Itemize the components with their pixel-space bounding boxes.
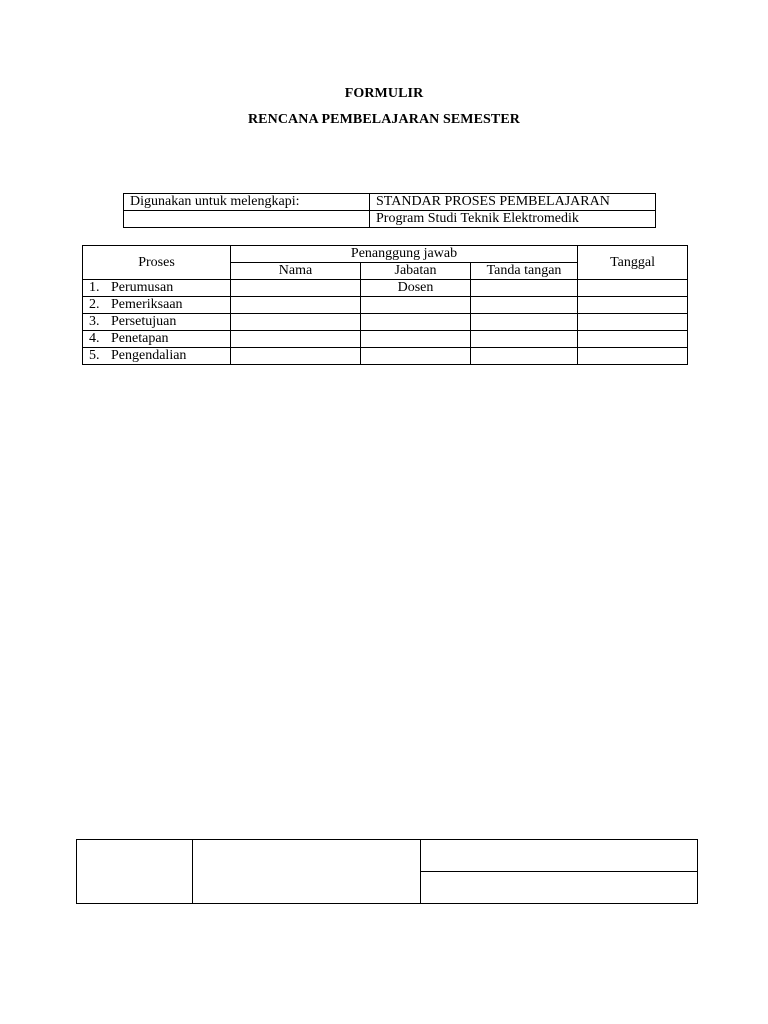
- usage-label: Digunakan untuk melengkapi:: [124, 194, 370, 211]
- usage-table: [123, 193, 656, 228]
- footer-info-bottom-cell: [421, 872, 698, 904]
- jabatan-cell: [361, 314, 471, 331]
- tanda-tangan-cell: [471, 331, 578, 348]
- form-subtitle: RENCANA PEMBELAJARAN SEMESTER: [247, 112, 521, 127]
- footer-info-top-cell: [421, 840, 698, 872]
- nama-cell: [231, 348, 361, 365]
- proses-label: Pengendalian: [111, 348, 187, 363]
- header-jabatan: Jabatan: [361, 263, 471, 280]
- table-row: [83, 314, 688, 331]
- table-row: [83, 331, 688, 348]
- footer-title-cell: [193, 840, 421, 904]
- header-tanda-tangan: Tanda tangan: [471, 263, 578, 280]
- jabatan-cell: Dosen: [361, 280, 471, 297]
- proses-cell: [83, 348, 231, 365]
- responsibility-table: [82, 245, 688, 365]
- tanda-tangan-cell: [471, 297, 578, 314]
- table-row: [83, 297, 688, 314]
- nama-cell: [231, 314, 361, 331]
- footer-table: [76, 839, 698, 904]
- tanggal-cell: [578, 331, 688, 348]
- proses-cell: [83, 314, 231, 331]
- tanggal-cell: [578, 314, 688, 331]
- header-proses: Proses: [83, 246, 231, 280]
- header-nama: Nama: [231, 263, 361, 280]
- tanggal-cell: [578, 348, 688, 365]
- row-number: 3.: [89, 314, 100, 329]
- footer-logo-cell: [77, 840, 193, 904]
- table-row: [83, 280, 688, 297]
- usage-standard: STANDAR PROSES PEMBELAJARAN: [370, 194, 656, 211]
- tanggal-cell: [578, 297, 688, 314]
- usage-empty-cell: [124, 211, 370, 228]
- tanggal-cell: [578, 280, 688, 297]
- jabatan-cell: [361, 348, 471, 365]
- row-number: 1.: [89, 280, 100, 295]
- nama-cell: [231, 331, 361, 348]
- header-penanggung-jawab: Penanggung jawab: [231, 246, 578, 263]
- form-title: FORMULIR: [344, 86, 424, 101]
- table-row: [83, 348, 688, 365]
- row-number: 5.: [89, 348, 100, 363]
- proses-label: Pemeriksaan: [111, 297, 183, 312]
- header-tanggal: Tanggal: [578, 246, 688, 280]
- proses-cell: [83, 280, 231, 297]
- tanda-tangan-cell: [471, 280, 578, 297]
- proses-label: Penetapan: [111, 331, 169, 346]
- usage-program: Program Studi Teknik Elektromedik: [370, 211, 656, 228]
- nama-cell: [231, 297, 361, 314]
- proses-label: Persetujuan: [111, 314, 177, 329]
- proses-cell: [83, 297, 231, 314]
- nama-cell: [231, 280, 361, 297]
- tanda-tangan-cell: [471, 348, 578, 365]
- row-number: 2.: [89, 297, 100, 312]
- row-number: 4.: [89, 331, 100, 346]
- tanda-tangan-cell: [471, 314, 578, 331]
- proses-cell: [83, 331, 231, 348]
- jabatan-cell: [361, 331, 471, 348]
- proses-label: Perumusan: [111, 280, 174, 295]
- jabatan-cell: [361, 297, 471, 314]
